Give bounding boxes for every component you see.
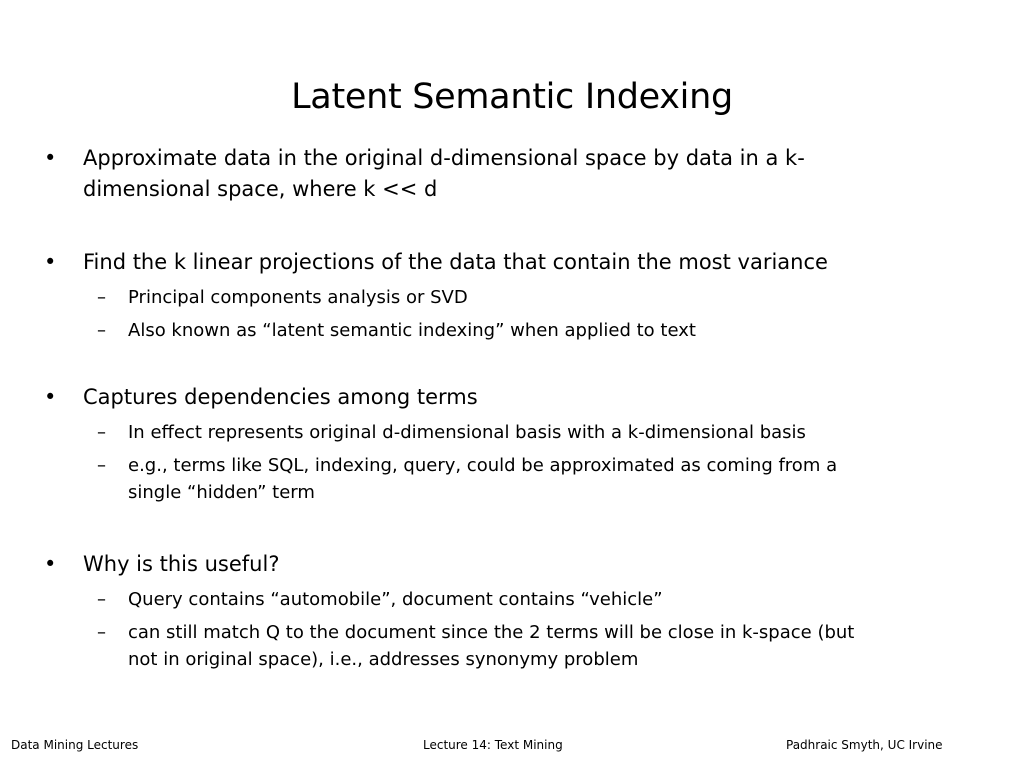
sub-bullet-text: Principal components analysis or SVD — [128, 287, 468, 308]
sub-bullet-text-line: not in original space), i.e., addresses synonymy problem — [128, 649, 639, 670]
bullet-text — [83, 143, 883, 205]
sub-bullet-marker: – — [97, 422, 106, 443]
sub-bullet-text — [128, 452, 928, 506]
sub-bullet-marker: – — [97, 287, 106, 308]
sub-bullet-text: Also known as “latent semantic indexing” when applied to text — [128, 320, 696, 341]
bullet-text: Why is this useful? — [83, 552, 280, 576]
sub-bullet-text-line: single “hidden” term — [128, 482, 315, 503]
sub-bullet-text — [128, 619, 928, 673]
sub-bullet-marker: – — [97, 589, 106, 610]
sub-bullet-marker: – — [97, 320, 106, 341]
sub-bullet-text-line: can still match Q to the document since the 2 terms will be close in k-space (but — [128, 622, 855, 643]
sub-bullet-marker: – — [97, 622, 106, 643]
slide-title: Latent Semantic Indexing — [291, 77, 733, 117]
sub-bullet-text: In effect represents original d-dimensional basis with a k-dimensional basis — [128, 422, 806, 443]
bullet-text: Find the k linear projections of the data that contain the most variance — [83, 250, 828, 274]
bullet-marker: • — [44, 146, 57, 170]
bullet-marker: • — [44, 552, 57, 576]
footer-center: Lecture 14: Text Mining — [423, 738, 563, 752]
footer-right: Padhraic Smyth, UC Irvine — [786, 738, 943, 752]
footer-left: Data Mining Lectures — [11, 738, 139, 752]
bullet-marker: • — [44, 250, 57, 274]
bullet-marker: • — [44, 385, 57, 409]
bullet-text: Captures dependencies among terms — [83, 385, 478, 409]
bullet-text-line: Approximate data in the original d-dimensional space by data in a k- — [83, 146, 805, 170]
sub-bullet-text-line: e.g., terms like SQL, indexing, query, could be approximated as coming from a — [128, 455, 838, 476]
sub-bullet-text: Query contains “automobile”, document contains “vehicle” — [128, 589, 663, 610]
bullet-text-line: dimensional space, where k << d — [83, 177, 438, 201]
sub-bullet-marker: – — [97, 455, 106, 476]
